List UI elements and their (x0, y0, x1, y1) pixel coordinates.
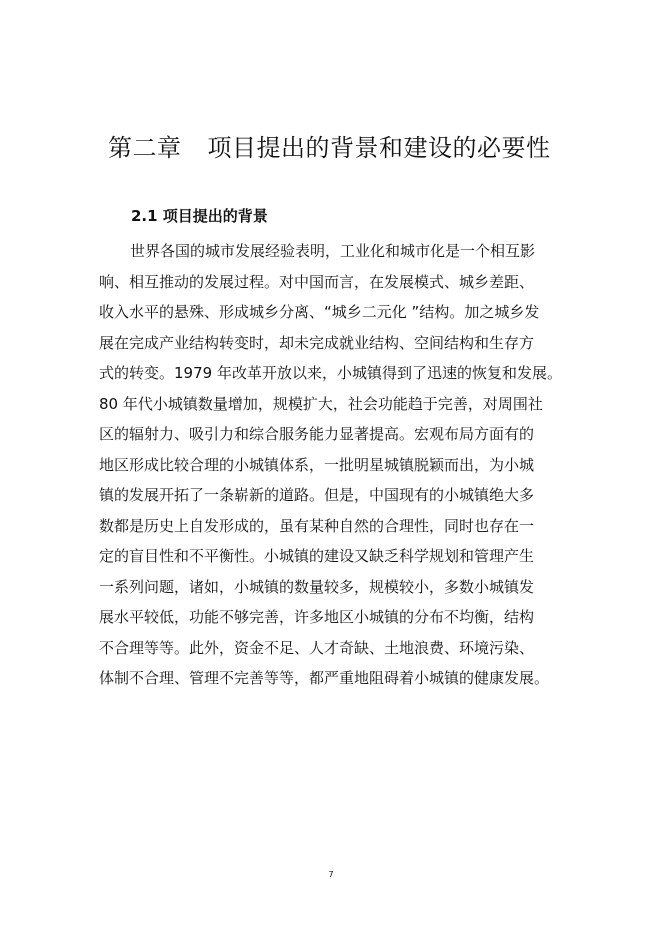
paragraph-line: 收入水平的悬殊、形成城乡分离、“城乡二元化 ”结构。加之城乡发 (99, 303, 540, 321)
paragraph-line: 世界各国的城市发展经验表明，工业化和城市化是一个相互影 (130, 242, 536, 260)
chapter-title (108, 132, 551, 164)
paragraph-line: 定的盲目性和不平衡性。小城镇的建设又缺乏科学规划和管理产生 (99, 547, 535, 565)
paragraph-line: 体制不合理、管理不完善等等，都严重地阻碍着小城镇的健康发展。 (99, 669, 550, 687)
section-heading: 2.1 项目提出的背景 (131, 207, 268, 225)
paragraph-line: 展水平较低，功能不够完善，许多地区小城镇的分布不均衡，结构 (99, 608, 535, 626)
chapter-title-text: 项目提出的背景和建设的必要性 (207, 134, 551, 162)
paragraph-line: 区的辐射力、吸引力和综合服务能力显著提高。宏观布局方面有的 (99, 425, 535, 443)
paragraph-line: 一系列问题，诸如，小城镇的数量较多，规模较小，多数小城镇发 (99, 577, 535, 596)
paragraph-line: 响、相互推动的发展过程。对中国而言，在发展模式、城乡差距、 (99, 272, 535, 291)
body-paragraph (99, 236, 569, 694)
paragraph-line: 不合理等等。此外，资金不足、人才奇缺、土地浪费、环境污染、 (99, 638, 535, 657)
paragraph-line: 式的转变。1979 年改革开放以来，小城镇得到了迅速的恢复和发展。 (99, 364, 562, 382)
paragraph-line: 展在完成产业结构转变时，却未完成就业结构、空间结构和生存方 (99, 333, 535, 352)
paragraph-line: 80 年代小城镇数量增加，规模扩大，社会功能趋于完善，对周围社 (99, 394, 543, 413)
paragraph-line: 镇的发展开拓了一条崭新的道路。但是，中国现有的小城镇绝大多 (99, 486, 535, 504)
paragraph-line: 地区形成比较合理的小城镇体系，一批明星城镇脱颖而出，为小城 (99, 455, 535, 474)
page-number: 7 (328, 870, 334, 879)
paragraph-line: 数都是历史上自发形成的，虽有某种自然的合理性，同时也存在一 (99, 516, 535, 535)
chapter-number: 第二章 (108, 134, 182, 162)
